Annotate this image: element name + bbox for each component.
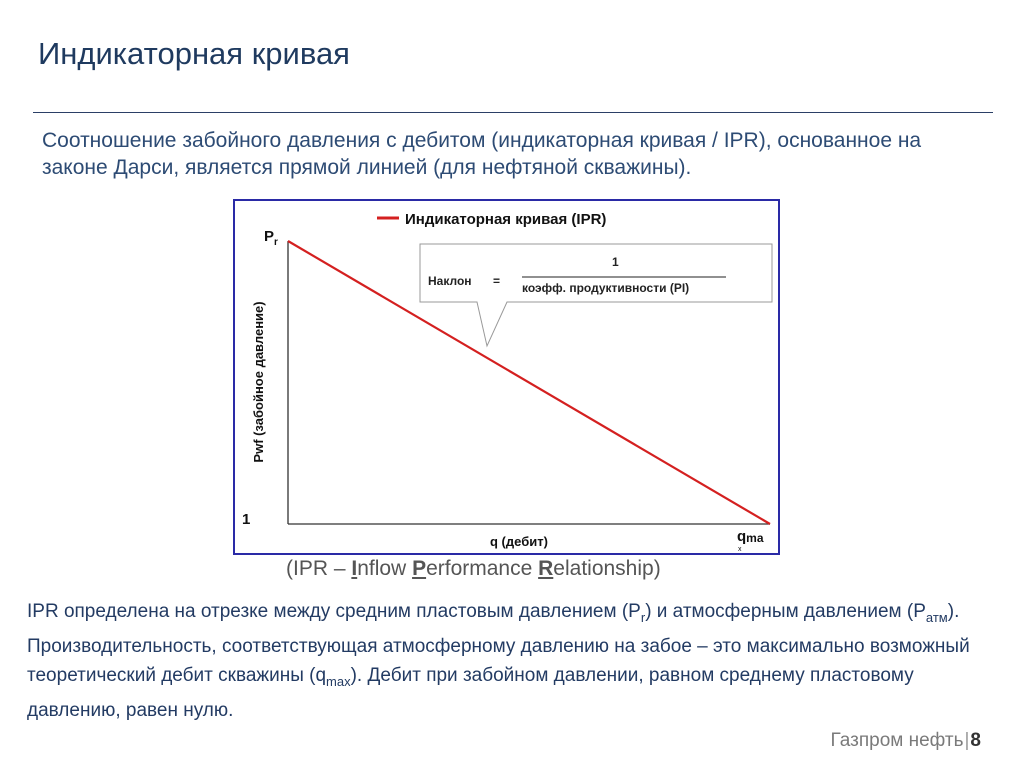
page-number: 8: [970, 730, 981, 751]
slide-title: Индикаторная кривая: [38, 36, 350, 71]
intro-text: Соотношение забойного давления с дебитом (индикаторная кривая / IPR), основанное на законе Дарси, является прямой линией (для нефтяной скважины).: [42, 129, 922, 179]
y-bottom-label: 1: [242, 511, 251, 528]
ipr-definition-text: IPR определена на отрезке между средним пластовым давлением $(P_r)$ и атмосферным давлением $(P_{атм})$. Производительность, соответствующая атмосферному давлению на забое – это максимально возможный теоретический дебит скважины $(q_{max})$. Дебит при забойном давлении, равном среднему пластовому давлению, равен нулю.: [27, 601, 970, 721]
legend-label: Индикаторная кривая (IPR): [405, 211, 607, 228]
slope-numerator: 1: [612, 255, 619, 269]
x-end-label: qma: [737, 528, 764, 545]
y-top-label: $P_r$: [264, 228, 278, 248]
footer-separator: |: [964, 730, 970, 751]
slope-denominator: коэфф. продуктивности (PI): [522, 281, 690, 295]
slope-callout: [420, 244, 772, 346]
slope-equals: =: [493, 274, 501, 288]
title-divider: [33, 112, 993, 113]
slide-footer: [831, 730, 981, 752]
ipr-abbreviation: (IPR – Inflow Performance Relationship): [286, 557, 661, 580]
y-axis-label: Pwf (забойное давление): [251, 301, 266, 463]
ipr-chart-svg: [235, 201, 778, 553]
slope-label: Наклон: [428, 274, 472, 288]
ipr-chart: [233, 199, 780, 555]
x-axis-label: q (дебит): [490, 534, 548, 549]
x-end-label-tail: x: [738, 546, 742, 553]
company-name: Газпром нефть: [830, 730, 964, 751]
